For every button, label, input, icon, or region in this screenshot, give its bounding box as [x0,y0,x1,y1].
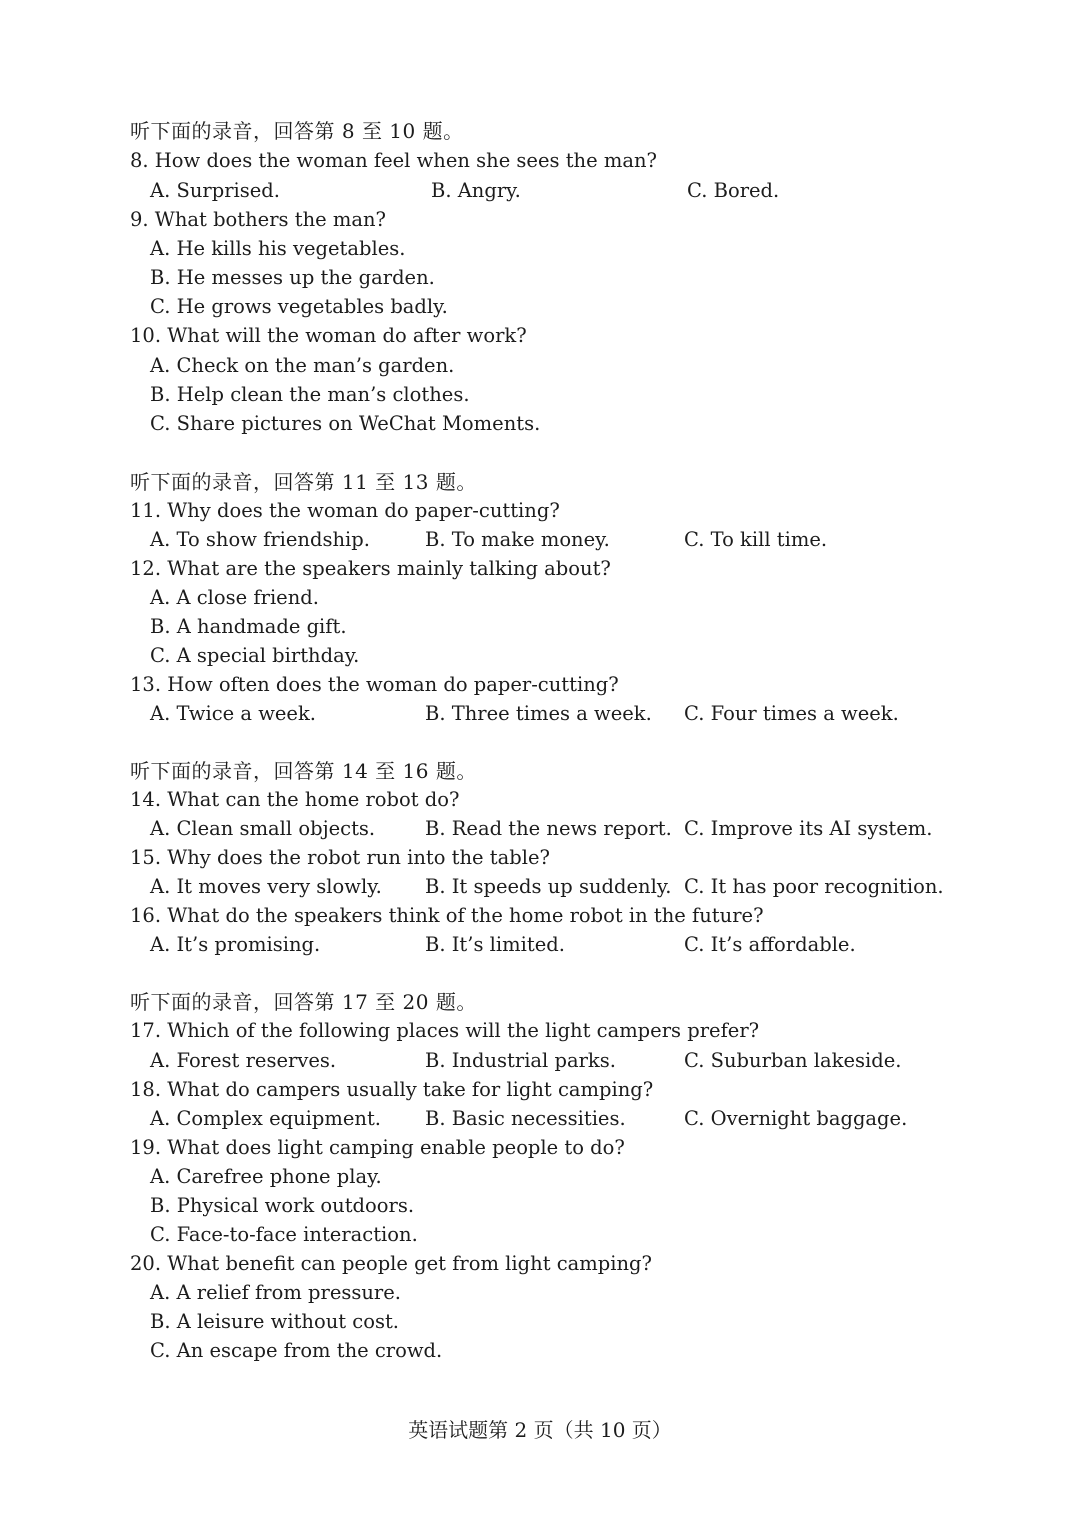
question-stem: 14. What can the home robot do? [130,788,460,811]
question-stem: 9. What bothers the man? [130,208,387,231]
question-stem: 13. How often does the woman do paper-cutting? [130,673,619,696]
question-stem: 15. Why does the robot run into the table? [130,846,550,869]
option-c: C. Four times a week. [684,702,899,725]
option-a: A. A close friend. [150,586,319,609]
question-stem: 12. What are the speakers mainly talking about? [130,557,611,580]
option-c: C. It has poor recognition. [684,875,944,898]
option-b: B. To make money. [425,528,610,551]
option-a: A. Complex equipment. [150,1107,382,1130]
question-stem: 11. Why does the woman do paper-cutting? [130,499,560,522]
option-c: C. Bored. [687,179,780,202]
section-heading: 听下面的录音，回答第 17 至 20 题。 [130,990,477,1014]
option-b: B. It speeds up suddenly. [425,875,672,898]
question-stem: 10. What will the woman do after work? [130,324,527,347]
option-a: A. It moves very slowly. [150,875,382,898]
option-c: C. Improve its AI system. [684,817,933,840]
question-stem: 8. How does the woman feel when she sees the man? [130,149,657,172]
option-a: A. Twice a week. [150,702,316,725]
option-b: B. A leisure without cost. [150,1310,400,1333]
option-b: B. Help clean the man’s clothes. [150,383,470,406]
question-stem: 18. What do campers usually take for light camping? [130,1078,654,1101]
option-a: A. He kills his vegetables. [150,237,406,260]
question-stem: 19. What does light camping enable people to do? [130,1136,625,1159]
option-c: C. To kill time. [684,528,828,551]
section-heading: 听下面的录音，回答第 8 至 10 题。 [130,119,464,143]
question-stem: 17. Which of the following places will the light campers prefer? [130,1019,760,1042]
option-a: A. Carefree phone play. [150,1165,382,1188]
option-a: A. To show friendship. [150,528,370,551]
question-stem: 16. What do the speakers think of the home robot in the future? [130,904,764,927]
section-heading: 听下面的录音，回答第 14 至 16 题。 [130,759,477,783]
page-footer: 英语试题第 2 页（共 10 页） [408,1418,672,1442]
question-stem: 20. What benefit can people get from light camping? [130,1252,652,1275]
option-b: B. Angry. [431,179,521,202]
option-b: B. Physical work outdoors. [150,1194,415,1217]
option-c: C. It’s affordable. [684,933,856,956]
option-c: C. Overnight baggage. [684,1107,908,1130]
option-c: C. He grows vegetables badly. [150,295,448,318]
option-c: C. Share pictures on WeChat Moments. [150,412,541,435]
option-b: B. Read the news report. [425,817,672,840]
option-a: A. A relief from pressure. [150,1281,401,1304]
option-b: B. Industrial parks. [425,1049,616,1072]
option-b: B. Three times a week. [425,702,652,725]
option-b: B. He messes up the garden. [150,266,435,289]
option-c: C. Face-to-face interaction. [150,1223,418,1246]
option-c: C. An escape from the crowd. [150,1339,443,1362]
option-b: B. A handmade gift. [150,615,347,638]
option-a: A. Check on the man’s garden. [150,354,455,377]
option-a: A. It’s promising. [150,933,321,956]
option-c: C. Suburban lakeside. [684,1049,902,1072]
option-c: C. A special birthday. [150,644,360,667]
option-b: B. Basic necessities. [425,1107,626,1130]
option-a: A. Clean small objects. [150,817,376,840]
option-b: B. It’s limited. [425,933,565,956]
section-heading: 听下面的录音，回答第 11 至 13 题。 [130,470,477,494]
option-a: A. Surprised. [150,179,280,202]
option-a: A. Forest reserves. [150,1049,337,1072]
